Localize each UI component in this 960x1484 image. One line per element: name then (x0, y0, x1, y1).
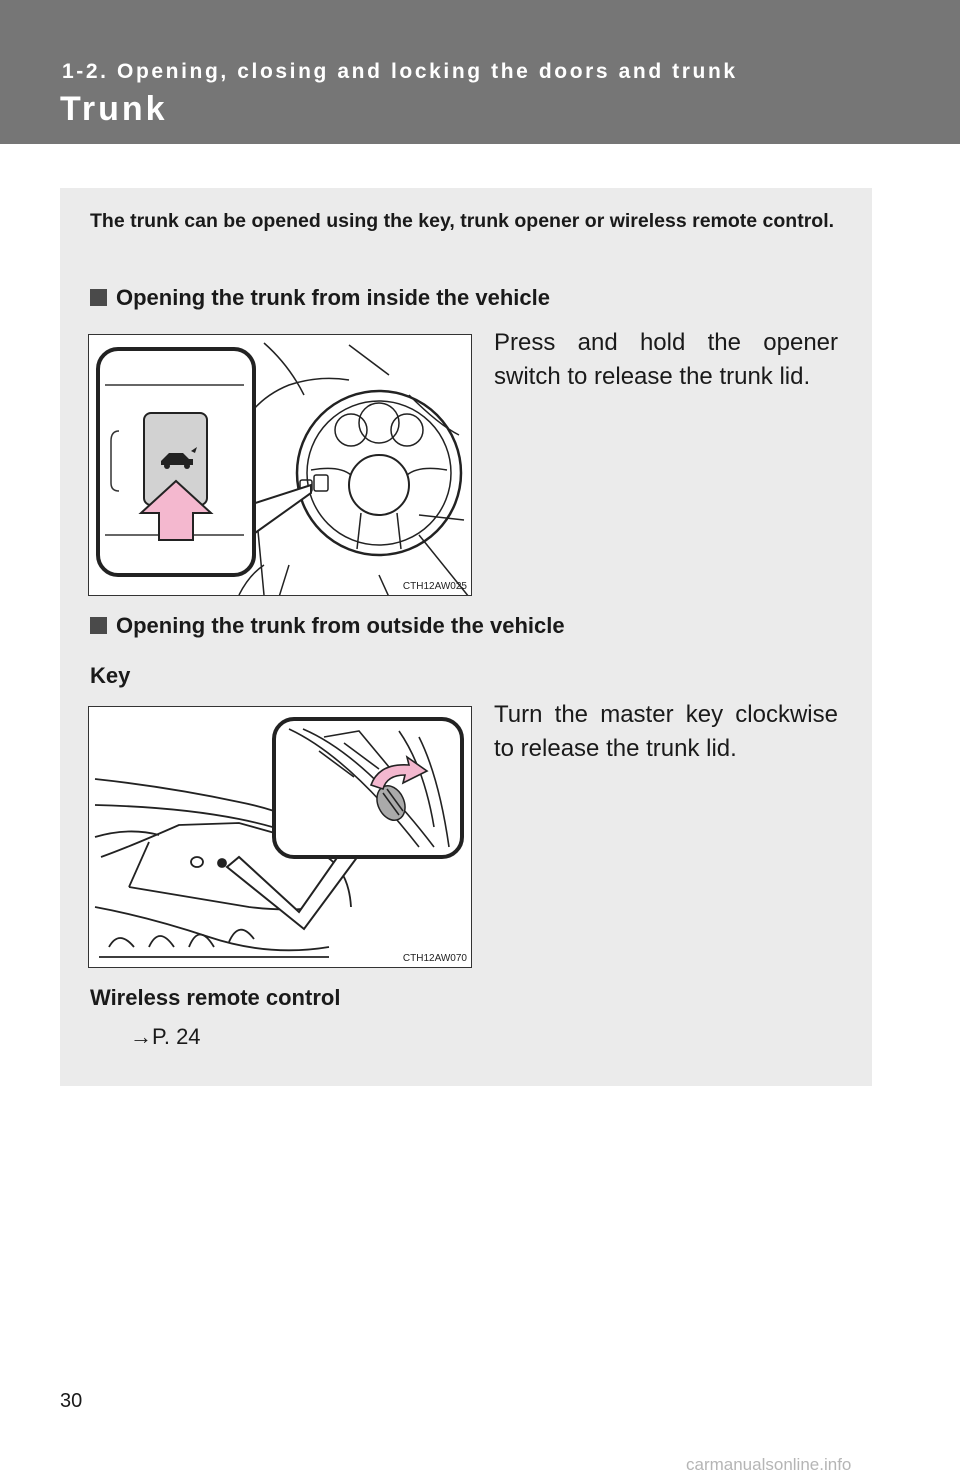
section-label: 1-2. Opening, closing and locking the doors and trunk (62, 60, 738, 83)
figure-master-key-trunk (88, 706, 472, 968)
reference-arrow-icon: → (130, 1024, 152, 1049)
key-subheading: Key (90, 663, 131, 688)
page-title: Trunk (60, 90, 168, 128)
page-number: 30 (60, 1390, 83, 1412)
trunk-opener-illustration (89, 335, 472, 596)
inside-description: Press and hold the opener switch to release the trunk lid. (494, 329, 838, 390)
master-key-illustration (89, 707, 472, 968)
intro-text: The trunk can be opened using the key, trunk opener or wireless remote control. (90, 210, 835, 232)
heading-outside-vehicle (90, 613, 565, 639)
watermark: carmanualsonline.info (686, 1455, 852, 1474)
wireless-subheading: Wireless remote control (90, 985, 341, 1010)
figure-code: CTH12AW025 (402, 581, 467, 592)
heading-inside-vehicle (90, 285, 550, 311)
figure-code: CTH12AW070 (402, 953, 467, 964)
outside-description: Turn the master key clockwise to release the trunk lid. (494, 701, 838, 762)
heading-inside-text: Opening the trunk from inside the vehicle (116, 285, 550, 310)
heading-outside-text: Opening the trunk from outside the vehicle (116, 613, 565, 638)
page-header (0, 0, 960, 144)
reference-page: P. 24 (152, 1024, 201, 1049)
wireless-page-reference (130, 1024, 201, 1050)
square-bullet-icon (90, 617, 107, 634)
square-bullet-icon (90, 289, 107, 306)
figure-trunk-opener-switch (88, 334, 472, 596)
